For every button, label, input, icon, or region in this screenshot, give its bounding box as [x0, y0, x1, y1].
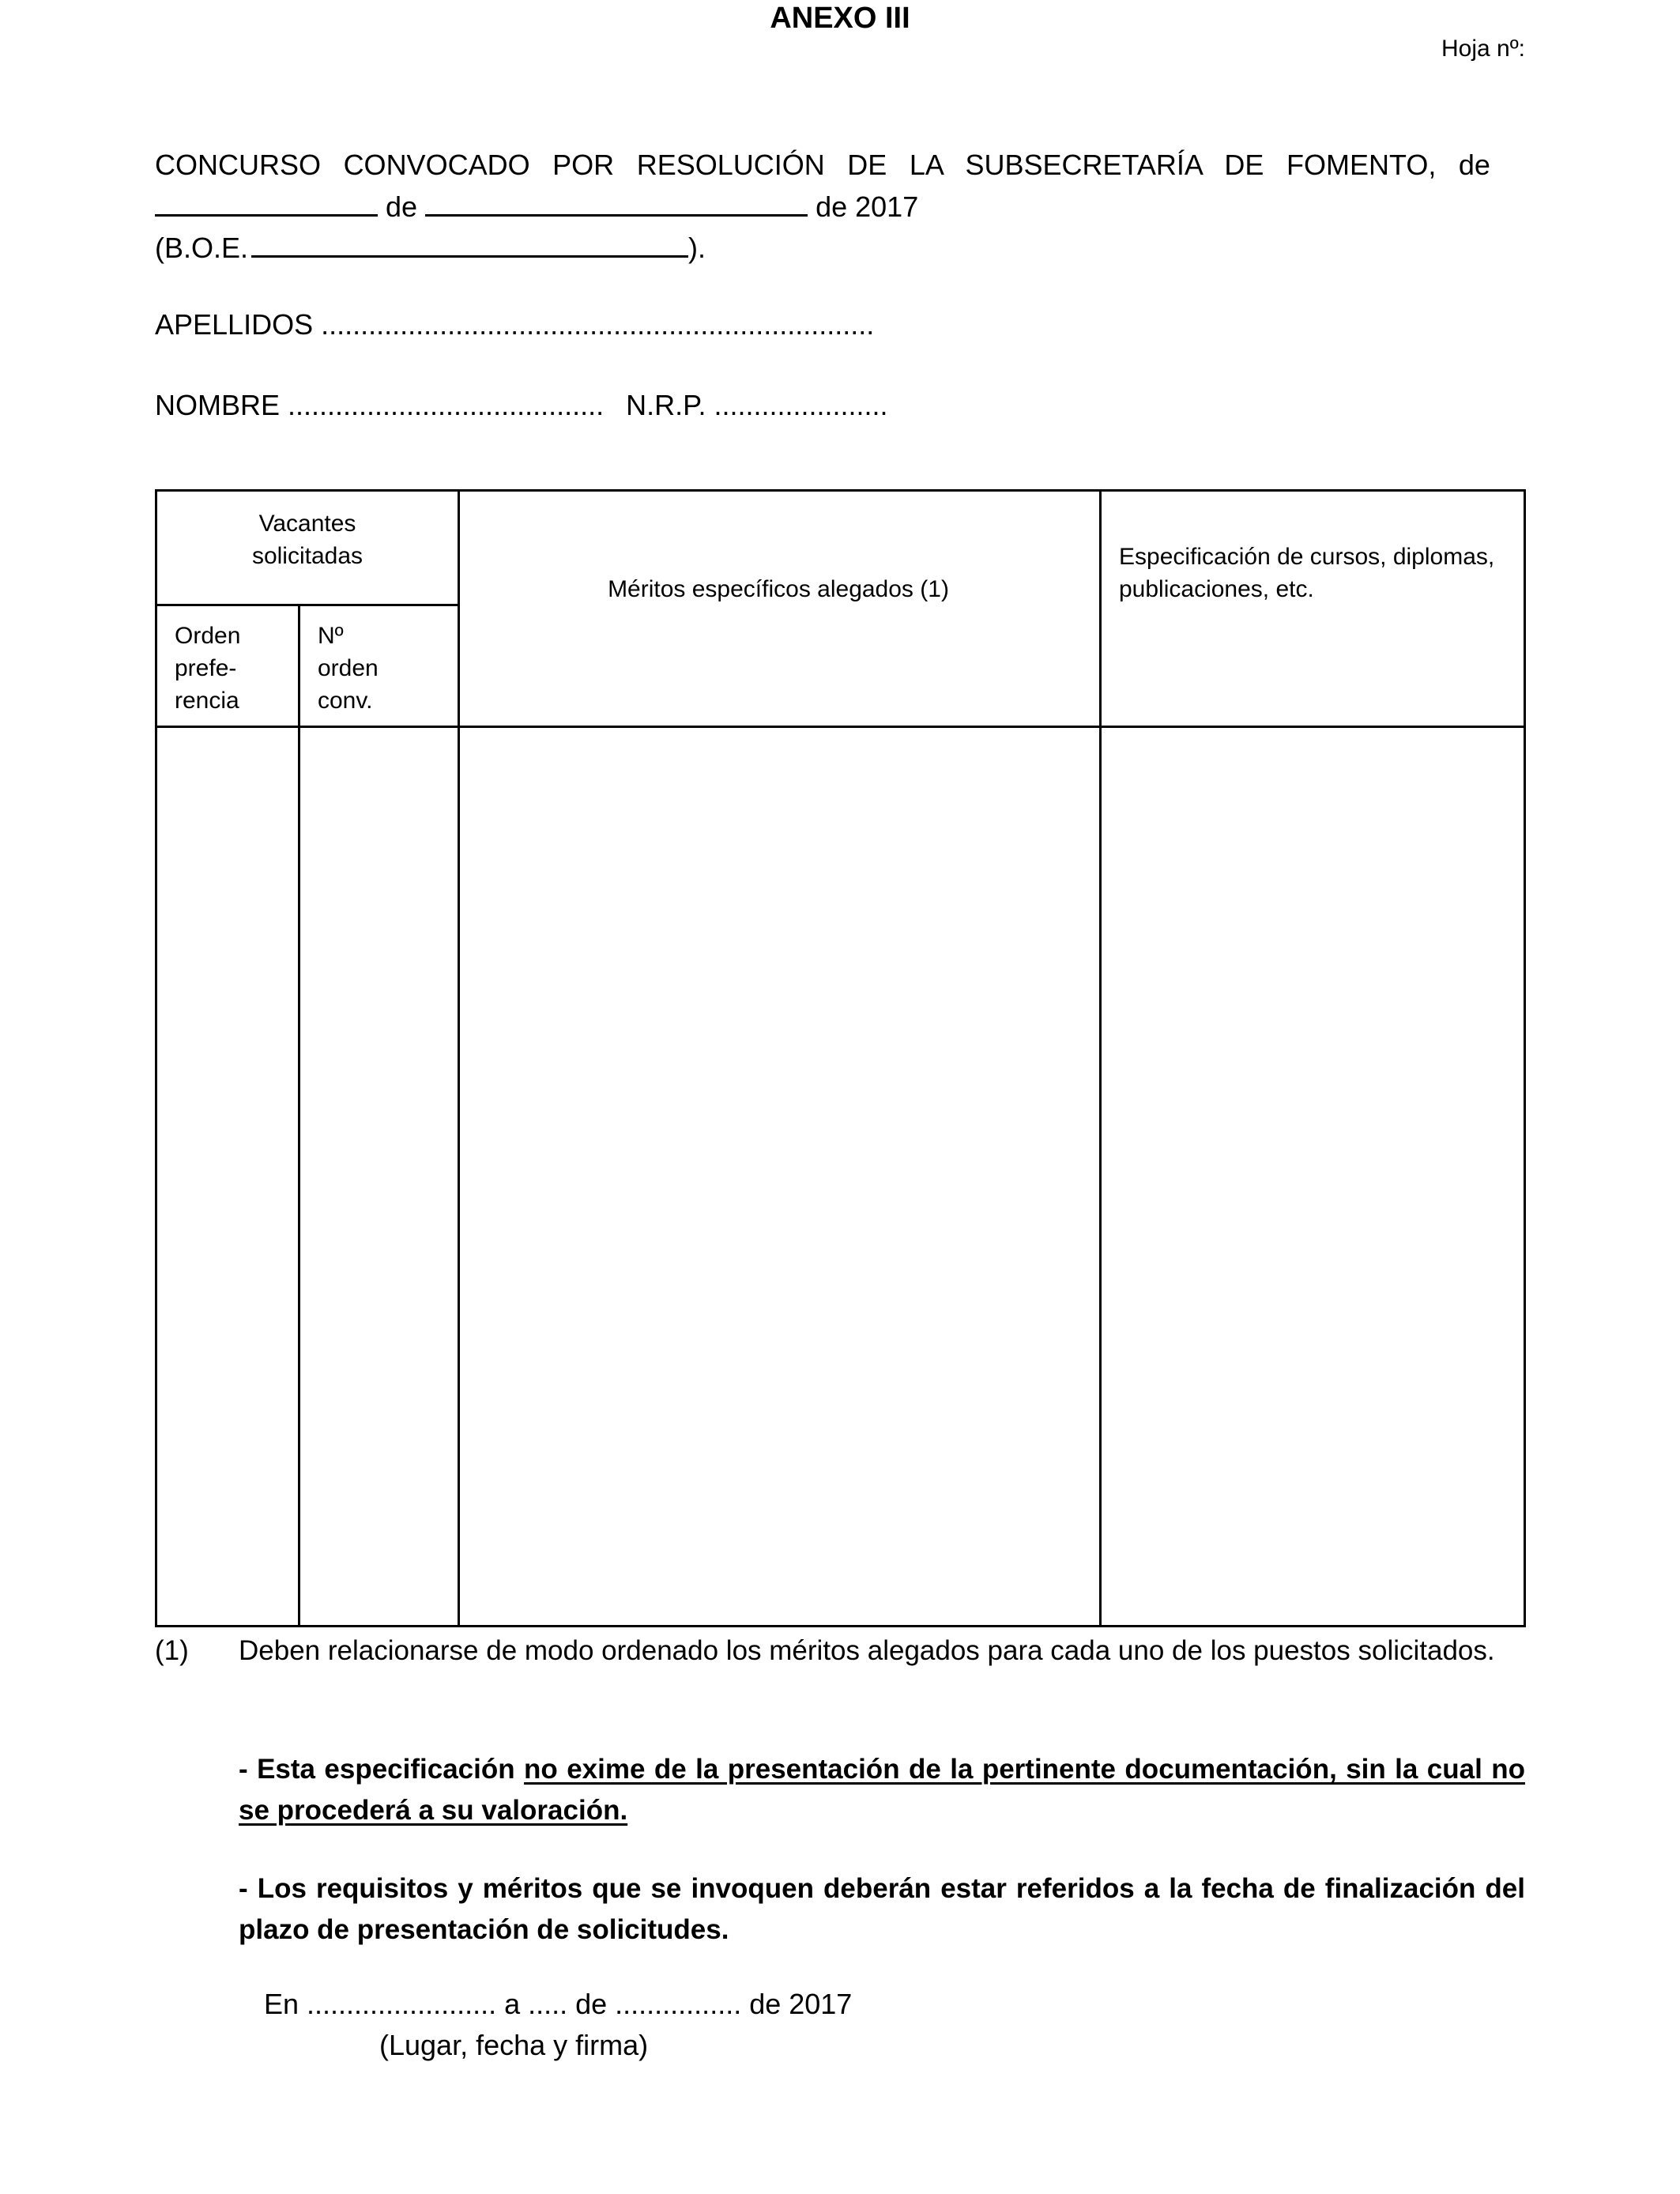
merits-table [155, 489, 1526, 1627]
especificacion-input-area[interactable] [1102, 728, 1524, 1625]
note-documentation [239, 1749, 1525, 1831]
orden-preferencia-line: Orden [175, 623, 241, 649]
month-blank-field[interactable] [425, 186, 808, 217]
footnote-marker: (1) [155, 1635, 189, 1666]
date-de-label: de [386, 190, 418, 223]
concurso-word: FOMENTO, [1286, 149, 1437, 181]
n-orden-line: orden [318, 655, 379, 681]
orden-preferencia-input-area[interactable] [157, 728, 298, 1625]
vacantes-header [157, 507, 458, 572]
concurso-word: CONVOCADO [343, 149, 530, 181]
concurso-word: SUBSECRETARÍA [965, 149, 1202, 181]
note-documentation-underlined: no exime de la presentación de la pertinente documentación, sin la cual no se procederá a su valoración. [239, 1754, 1525, 1826]
concurso-word: DE [847, 149, 887, 181]
n-orden-line: Nº [318, 623, 344, 649]
concurso-word: LA [909, 149, 943, 181]
n-orden-input-area[interactable] [300, 728, 458, 1625]
concurso-word: POR [552, 149, 615, 181]
especificacion-line: publicaciones, etc. [1119, 576, 1314, 602]
boe-close-label: ). [688, 232, 706, 264]
concurso-line [155, 145, 1490, 186]
sheet-number-label: Hoja nº: [1441, 36, 1525, 62]
meritos-header: Méritos específicos alegados (1) [608, 576, 949, 602]
date-line [155, 186, 918, 228]
orden-preferencia-header [175, 620, 240, 717]
n-orden-line: conv. [318, 688, 373, 714]
concurso-word: DE [1224, 149, 1264, 181]
orden-preferencia-line: prefe- [175, 655, 237, 681]
nombre-field[interactable]: NOMBRE ........................................ [155, 389, 605, 421]
boe-blank-field[interactable] [251, 227, 688, 258]
apellidos-field[interactable]: APELLIDOS ...................................................................... [155, 308, 875, 341]
boe-open-label: (B.O.E. [155, 232, 249, 264]
table-divider [157, 604, 458, 606]
nombre-nrp-line [155, 385, 888, 426]
concurso-word: RESOLUCIÓN [636, 149, 825, 181]
n-orden-conv-header [318, 620, 379, 717]
place-date-line[interactable]: En ........................ a ..... de ................ de 2017 [264, 1988, 853, 2020]
note-documentation-prefix: - Esta especificación [239, 1754, 525, 1785]
meritos-input-area[interactable] [460, 728, 1099, 1625]
document-title: ANEXO III [770, 2, 910, 35]
especificacion-line: Especificación de cursos, diplomas, [1119, 544, 1495, 570]
vacantes-header-line: solicitadas [251, 543, 363, 569]
note-requirements: - Los requisitos y méritos que se invoquen deberán estar referidos a la fecha de finalización del plazo de presentación de solicitudes. [239, 1873, 1525, 1945]
orden-preferencia-line: rencia [175, 688, 239, 714]
concurso-word: CONCURSO [155, 149, 322, 181]
date-year-label: de 2017 [816, 190, 919, 223]
signature-caption: (Lugar, fecha y firma) [379, 2029, 649, 2061]
nrp-field[interactable]: N.R.P. ...................... [626, 389, 888, 421]
day-blank-field[interactable] [155, 186, 378, 217]
boe-line [155, 227, 706, 269]
especificacion-header [1119, 541, 1494, 605]
footnote-text: Deben relacionarse de modo ordenado los méritos alegados para cada uno de los puestos solicitados. [239, 1635, 1495, 1666]
vacantes-header-line: Vacantes [258, 511, 356, 537]
concurso-word: de [1458, 149, 1490, 181]
